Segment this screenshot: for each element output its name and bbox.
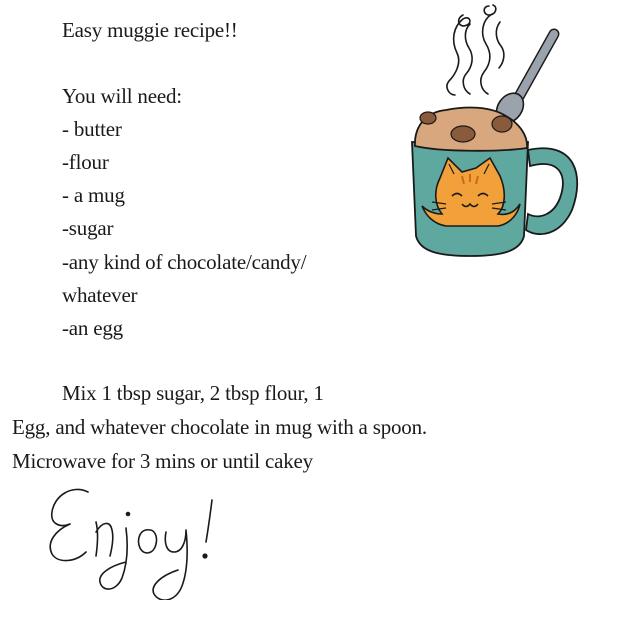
steam-icon xyxy=(447,5,504,95)
ingredient-item: whatever xyxy=(62,283,138,307)
instruction-line: Mix 1 tbsp sugar, 2 tbsp flour, 1 xyxy=(62,381,324,405)
ingredient-item: -an egg xyxy=(62,316,123,340)
ingredient-item: - butter xyxy=(62,117,122,141)
ingredient-item: -flour xyxy=(62,150,109,174)
mug-handle xyxy=(526,148,577,234)
instruction-line: Microwave for 3 mins or until cakey xyxy=(12,449,313,473)
ingredients-heading: You will need: xyxy=(62,84,182,108)
instruction-line: Egg, and whatever chocolate in mug with a spoon. xyxy=(12,415,427,439)
ingredient-item: - a mug xyxy=(62,183,125,207)
enjoy-signature xyxy=(40,480,240,600)
ingredient-item: -any kind of chocolate/candy/ xyxy=(62,250,307,274)
recipe-title: Easy muggie recipe!! xyxy=(62,18,238,42)
ingredient-item: -sugar xyxy=(62,216,114,240)
cat-mug-illustration xyxy=(400,0,600,270)
